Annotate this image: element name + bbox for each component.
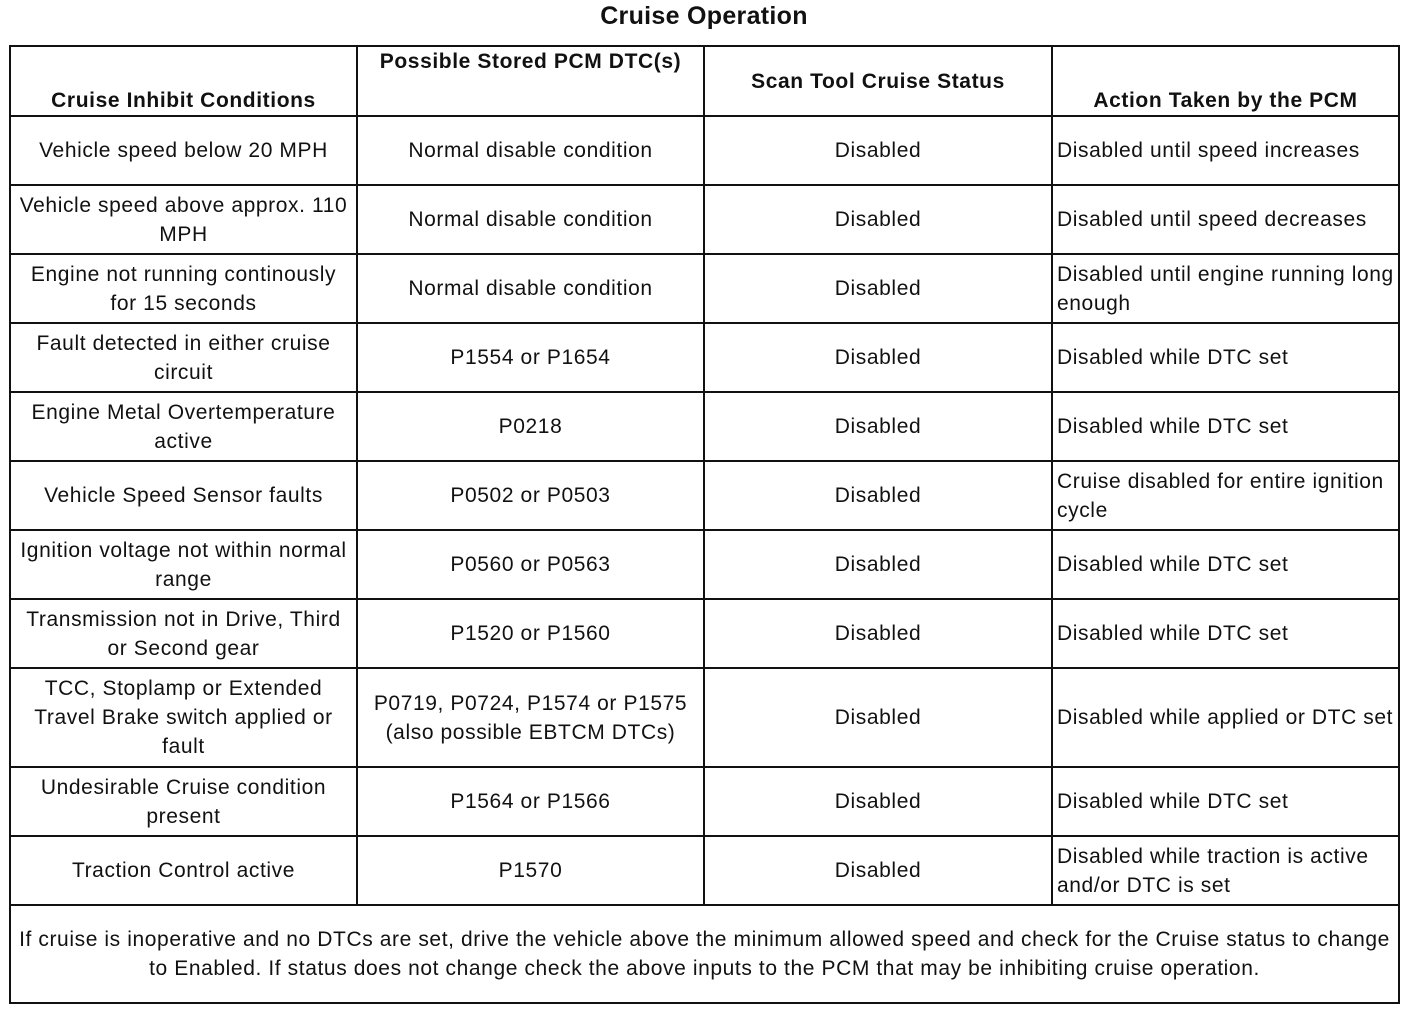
condition-cell: Traction Control active: [10, 836, 357, 905]
status-cell: Disabled: [704, 767, 1052, 836]
header-condition: Cruise Inhibit Conditions: [10, 46, 357, 116]
action-cell: Disabled while DTC set: [1052, 530, 1399, 599]
table-row: [10, 185, 1399, 254]
condition-cell: Vehicle speed below 20 MPH: [10, 116, 357, 185]
dtc-cell: P1564 or P1566: [357, 767, 704, 836]
condition-cell: TCC, Stoplamp or Extended Travel Brake switch applied or fault: [10, 668, 357, 767]
page-title: Cruise Operation: [600, 2, 808, 30]
dtc-cell: P0719, P0724, P1574 or P1575 (also possible EBTCM DTCs): [357, 668, 704, 767]
status-cell: Disabled: [704, 185, 1052, 254]
table-row: [10, 461, 1399, 530]
table-header: [10, 46, 1399, 116]
header-dtc: Possible Stored PCM DTC(s): [357, 46, 704, 116]
status-cell: Disabled: [704, 530, 1052, 599]
dtc-cell: Normal disable condition: [357, 254, 704, 323]
action-cell: Cruise disabled for entire ignition cycle: [1052, 461, 1399, 530]
dtc-cell: P0502 or P0503: [357, 461, 704, 530]
action-cell: Disabled until speed decreases: [1052, 185, 1399, 254]
table-row: [10, 599, 1399, 668]
condition-cell: Undesirable Cruise condition present: [10, 767, 357, 836]
action-cell: Disabled until engine running long enough: [1052, 254, 1399, 323]
status-cell: Disabled: [704, 116, 1052, 185]
dtc-cell: P0218: [357, 392, 704, 461]
dtc-cell: Normal disable condition: [357, 185, 704, 254]
header-row: [10, 46, 1399, 116]
action-cell: Disabled while traction is active and/or DTC is set: [1052, 836, 1399, 905]
status-cell: Disabled: [704, 254, 1052, 323]
status-cell: Disabled: [704, 323, 1052, 392]
condition-cell: Ignition voltage not within normal range: [10, 530, 357, 599]
table-row: [10, 836, 1399, 905]
header-action: Action Taken by the PCM: [1052, 46, 1399, 116]
table-body: [10, 116, 1399, 1003]
table-row: [10, 767, 1399, 836]
status-cell: Disabled: [704, 668, 1052, 767]
table-row: [10, 392, 1399, 461]
table-row: [10, 323, 1399, 392]
condition-cell: Engine Metal Overtemperature active: [10, 392, 357, 461]
action-cell: Disabled while DTC set: [1052, 323, 1399, 392]
dtc-cell: P1520 or P1560: [357, 599, 704, 668]
condition-cell: Transmission not in Drive, Third or Second gear: [10, 599, 357, 668]
dtc-cell: P1570: [357, 836, 704, 905]
action-cell: Disabled while applied or DTC set: [1052, 668, 1399, 767]
cruise-operation-table: [9, 45, 1400, 1004]
condition-cell: Engine not running continously for 15 seconds: [10, 254, 357, 323]
table-row: [10, 116, 1399, 185]
header-status: Scan Tool Cruise Status: [704, 46, 1052, 116]
condition-cell: Vehicle Speed Sensor faults: [10, 461, 357, 530]
dtc-cell: Normal disable condition: [357, 116, 704, 185]
note-row: [10, 905, 1399, 1003]
table-row: [10, 254, 1399, 323]
dtc-cell: P0560 or P0563: [357, 530, 704, 599]
footnote: If cruise is inoperative and no DTCs are set, drive the vehicle above the minimum allowed speed and check for the Cruise status to change to Enabled. If status does not change check the above inputs to the PCM that may be inhibiting cruise operation.: [10, 905, 1399, 1003]
status-cell: Disabled: [704, 836, 1052, 905]
status-cell: Disabled: [704, 599, 1052, 668]
dtc-cell: P1554 or P1654: [357, 323, 704, 392]
status-cell: Disabled: [704, 392, 1052, 461]
action-cell: Disabled while DTC set: [1052, 767, 1399, 836]
action-cell: Disabled while DTC set: [1052, 392, 1399, 461]
table-row: [10, 668, 1399, 767]
condition-cell: Vehicle speed above approx. 110 MPH: [10, 185, 357, 254]
action-cell: Disabled until speed increases: [1052, 116, 1399, 185]
condition-cell: Fault detected in either cruise circuit: [10, 323, 357, 392]
status-cell: Disabled: [704, 461, 1052, 530]
table-row: [10, 530, 1399, 599]
action-cell: Disabled while DTC set: [1052, 599, 1399, 668]
